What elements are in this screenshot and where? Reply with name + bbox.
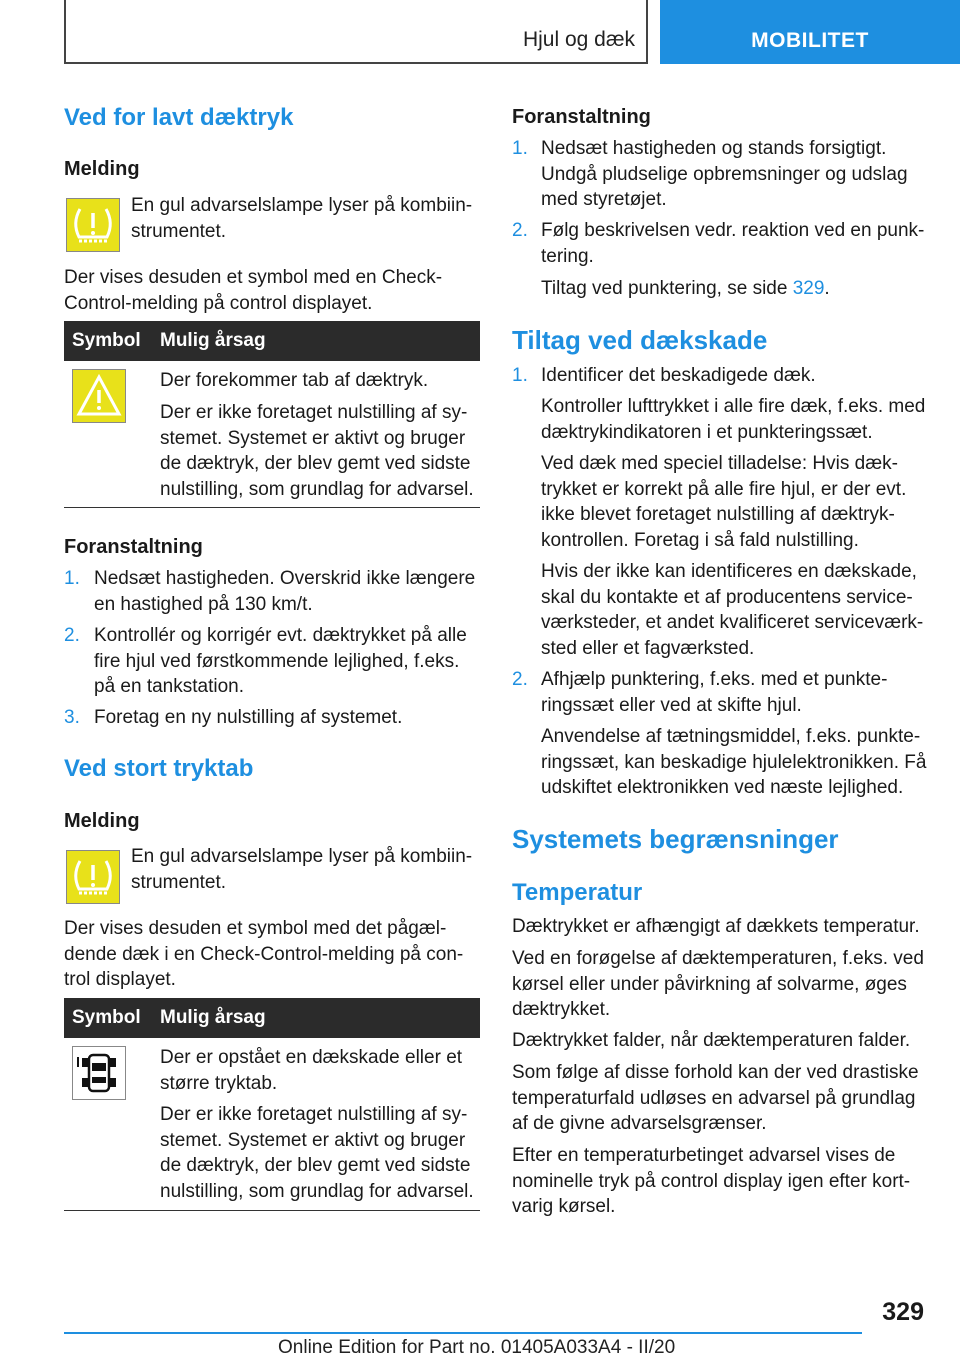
temp-text: Som følge af disse forhold kan der ved drastiske [512,1062,919,1083]
step-text: Foretag en ny nulstilling af systemet. [94,707,403,728]
temp-text: af de givne advarselsgrænser. [512,1113,767,1134]
heading-temperature: Temperatur [512,879,643,906]
warning-text-2b: strumentet. [131,871,227,893]
cause-text: stemet. Systemet er aktivt og bruger [160,1129,466,1151]
step-text: Identificer det beskadigede dæk. [541,365,816,386]
temp-text: Efter en temperaturbetinget advarsel vises de [512,1145,896,1166]
temp-text: Ved en forøgelse af dæktemperaturen, f.eks. ved [512,948,924,969]
temp-text: varig kørsel. [512,1196,616,1217]
step-text: værksteder, et andet kvalificeret serviceværk- [541,612,924,633]
page-number: 329 [882,1298,924,1326]
footer-rule [64,1332,862,1334]
col-symbol: Symbol [72,1007,141,1028]
cause-text: Der er ikke foretaget nulstilling af sy- [160,402,468,423]
heading-low-pressure: Ved for lavt dæktryk [64,104,294,131]
cause-text: de dæktryk, der blev gemt ved sidste [160,1155,471,1176]
step-text: med styretøjet. [541,189,667,210]
step-text: tering. [541,245,594,267]
extra-text-2: Der vises desuden et symbol med det pågæl- [64,918,447,939]
table-divider [64,507,480,508]
cause-text: Der forekommer tab af dæktryk. [160,370,429,391]
extra-text-2: dende dæk i en Check-Control-melding på con- [64,943,464,965]
warning-text-1b: strumentet. [131,220,227,242]
step-number: 1. [512,138,528,159]
col-cause: Mulig årsag [160,1007,266,1028]
step-text: udskiftet elektronikken ved næste lejlighed. [541,777,904,798]
tire-pressure-warning-icon [66,198,120,252]
step-text: på en tankstation. [94,676,244,697]
cause-text: de dæktryk, der blev gemt ved sidste [160,453,471,474]
table-divider [64,1210,480,1211]
chapter-tab: MOBILITET [660,0,960,64]
temp-text: Dæktrykket er afhængigt af dækkets temperatur. [512,916,920,937]
step-text: Følg beskrivelsen vedr. reaktion ved en punk- [541,220,925,241]
cause-text: Der er ikke foretaget nulstilling af sy- [160,1104,468,1125]
cause-text: større tryktab. [160,1072,278,1094]
step-number: 1. [512,365,528,386]
step-text: ikke blevet foretaget nulstilling af dæktryk- [541,504,895,525]
warning-text-1a: En gul advarselslampe lyser på kombiin- [131,195,473,216]
cause-text: nulstilling, som grundlag for advarsel. [160,1180,474,1202]
step-number: 1. [64,568,80,589]
step-text: sted eller et fagværksted. [541,637,755,659]
temp-text: dæktrykket. [512,999,611,1020]
melding-label: Melding [64,810,140,832]
heading-big-loss: Ved stort tryktab [64,755,254,782]
col-symbol: Symbol [72,330,141,351]
melding-label: Melding [64,158,140,180]
step-text: skal du kontakte et af producentens service- [541,586,913,608]
car-tire-damage-icon [72,1046,126,1100]
table-header [64,321,480,361]
heading-tire-damage: Tiltag ved dækskade [512,325,768,355]
col-cause: Mulig årsag [160,330,266,351]
step-text: Afhjælp punktering, f.eks. med et punkte- [541,669,888,690]
step-number: 2. [512,669,528,690]
step-text: Kontroller lufttrykket i alle fire dæk, f.eks. med [541,396,926,417]
measure-label: Foranstaltning [64,536,203,558]
section-title: Hjul og dæk [522,28,635,51]
tire-pressure-warning-icon [66,850,120,904]
step-text: dæktrykindikatoren i et punkteringssæt. [541,421,873,443]
step-text: Anvendelse af tætningsmiddel, f.eks. punkte- [541,726,921,747]
cause-text: stemet. Systemet er aktivt og bruger [160,427,466,449]
step-number: 2. [512,220,528,241]
step-number: 2. [64,625,80,646]
warning-text-2a: En gul advarselslampe lyser på kombiin- [131,846,473,867]
step-text: Hvis der ikke kan identificeres en dækskade, [541,561,917,582]
step-text: Nedsæt hastigheden og stands forsigtigt. [541,138,887,159]
measure-label: Foranstaltning [512,106,651,128]
temp-text: temperaturfald udløses en advarsel på grundlag [512,1087,916,1109]
temp-text: kørsel eller under påvirkning af solvarme, øges [512,973,907,995]
step-text: Undgå pludselige opbremsninger og udslag [541,163,908,185]
page-link[interactable]: 329 [792,278,825,299]
table-header [64,998,480,1038]
step-text: Ved dæk med speciel tilladelse: Hvis dæk- [541,453,898,474]
step-text: trykket er korrekt på alle fire hjul, er der evt. [541,478,907,500]
extra-text-1a: Der vises desuden et symbol med en Check- [64,267,443,288]
step-text: Kontrollér og korrigér evt. dæktrykket på alle [94,625,467,646]
heading-limits: Systemets begrænsninger [512,824,839,854]
step-number: 3. [64,707,80,728]
step-text: en hastighed på 130 km/t. [94,593,313,615]
cause-text: nulstilling, som grundlag for advarsel. [160,478,474,500]
temp-text: Dæktrykket falder, når dæktemperaturen falder. [512,1030,911,1051]
extra-text-2: trol displayet. [64,969,176,990]
step-text: fire hjul ved førstkommende lejlighed, f.eks. [94,650,460,672]
cause-text: Der er opstået en dækskade eller et [160,1047,463,1068]
step-text: ringssæt eller ved at skifte hjul. [541,694,802,716]
temp-text: nominelle tryk på control display igen efter kort- [512,1170,911,1192]
edition-footer: Online Edition for Part no. 01405A033A4 - II/20 [278,1337,676,1358]
step-text: Nedsæt hastigheden. Overskrid ikke længere [94,568,476,589]
extra-text-1b: Control-melding på control displayet. [64,292,373,314]
step-text: ringssæt, kan beskadige hjulelektronikken. Få [541,751,927,773]
step-subtext: Tiltag ved punktering, se side 329. [541,278,830,299]
warning-triangle-icon [72,369,126,423]
step-text: kontrollen. Foretag i så fald nulstilling. [541,529,859,551]
